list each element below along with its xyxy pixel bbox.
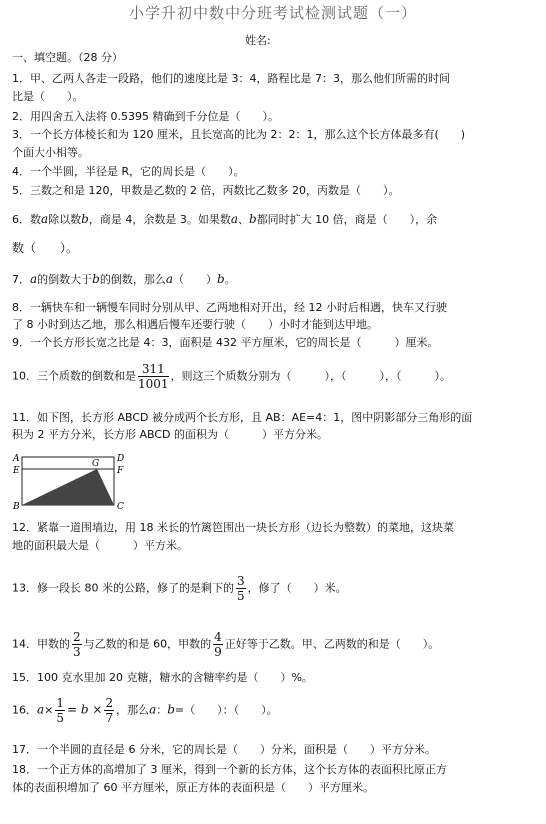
fraction: $\frac{2}{3}$ <box>73 630 81 659</box>
q3-line2: 个面大小相等。 <box>12 146 89 159</box>
q3-line1: 3．一个长方体棱长和为 120 厘米，且长宽高的比为 2：2：1，那么这个长方体最多有( ) <box>12 128 466 141</box>
q9: 9．一个长方形长宽之比是 4：3，面积是 432 平方厘米，它的周长是（ ）厘米。 <box>12 336 439 349</box>
shaded-triangle <box>22 469 114 505</box>
q16: 16．a× $\frac{1}{5}$ = b × $\frac{2}{7}$ ，那么a：b=（ ）：（ ）。 <box>12 696 278 725</box>
q18-line2: 体的表面积增加了 60 平方厘米，原正方体的表面积是（ ）平方厘米。 <box>12 781 374 794</box>
fraction: $\frac{311}{1001}$ <box>138 362 169 391</box>
q17: 17．一个半圆的直径是 6 分米，它的周长是（ ）分米，面积是（ ）平方分米。 <box>12 743 436 756</box>
q6-line1: 6．数a除以数b，商是 4，余数是 3。如果数a、b都同时扩大 10 倍，商是（ ），余 <box>12 212 438 226</box>
q14: 14．甲数的 $\frac{2}{3}$ 与乙数的和是 60，甲数的 $\frac{4}{9}$ 正好等于乙数。甲、乙两数的和是（ ）。 <box>12 630 440 659</box>
q15: 15．100 克水里加 20 克糖，糖水的含糖率约是（ ）%。 <box>12 671 313 684</box>
q1-line2: 比是（ ）。 <box>12 90 84 103</box>
label-e: E <box>13 466 20 476</box>
q7: 7．a的倒数大于b的倒数，那么a（ ）b。 <box>12 272 236 286</box>
q12-line1: 12．紧靠一道围墙边，用 18 米长的竹篱笆围出一块长方形（边长为整数）的菜地，这块菜 <box>12 521 454 534</box>
q5: 5．三数之和是 120，甲数是乙数的 2 倍，丙数比乙数多 20，丙数是（ ）。 <box>12 184 400 197</box>
q18-line1: 18．一个正方体的高增加了 3 厘米，得到一个新的长方体，这个长方体的表面积比原正方 <box>12 763 447 776</box>
fraction: $\frac{1}{5}$ <box>56 696 65 725</box>
q1-line1: 1．甲、乙两人各走一段路，他们的速度比是 3：4，路程比是 7：3，那么他们所需的时间 <box>12 72 450 85</box>
q2: 2．用四舍五入法将 0.5395 精确到千分位是（ ）。 <box>12 110 279 123</box>
q4: 4．一个半圆，半径是 R，它的周长是（ ）。 <box>12 165 245 178</box>
q13: 13．修一段长 80 米的公路，修了的是剩下的 $\frac{3}{5}$ ，修了（ ）米。 <box>12 574 347 603</box>
q12-line2: 地的面积最大是（ ）平方米。 <box>12 539 188 552</box>
name-label: 姓名: <box>245 34 271 47</box>
label-a: A <box>13 454 20 464</box>
label-g: G <box>92 459 100 469</box>
q8-line2: 了 8 小时到达乙地，那么相遇后慢车还要行驶（ ）小时才能到达甲地。 <box>12 318 378 331</box>
fraction: $\frac{3}{5}$ <box>237 574 245 603</box>
q8-line1: 8．一辆快车和一辆慢车同时分别从甲、乙两地相对开出，经 12 小时后相遇，快车又行驶 <box>12 301 447 314</box>
q11-line1: 11．如下图，长方形 ABCD 被分成两个长方形，且 AB：AE=4：1，图中阴影部分三角形的面 <box>12 411 473 424</box>
fraction: $\frac{2}{7}$ <box>105 696 114 725</box>
fraction: $\frac{4}{9}$ <box>214 630 222 659</box>
label-d: D <box>117 454 125 464</box>
label-f: F <box>117 466 124 476</box>
page-title: 小学升初中数中分班考试检测试题（一） <box>128 4 417 22</box>
q10: 10．三个质数的倒数和是 $\frac{311}{1001}$ ，则这三个质数分别为（ ），（ ），（ ）。 <box>12 362 452 391</box>
label-b: B <box>13 502 20 512</box>
label-c: C <box>117 502 124 512</box>
rectangle-figure <box>12 452 132 512</box>
q11-line2: 积为 2 平方分米，长方形 ABCD 的面积为（ ）平方分米。 <box>12 428 329 441</box>
section-heading: 一、填空题。（28 分） <box>12 51 123 64</box>
q6-line2: 数（ ）。 <box>12 241 79 255</box>
